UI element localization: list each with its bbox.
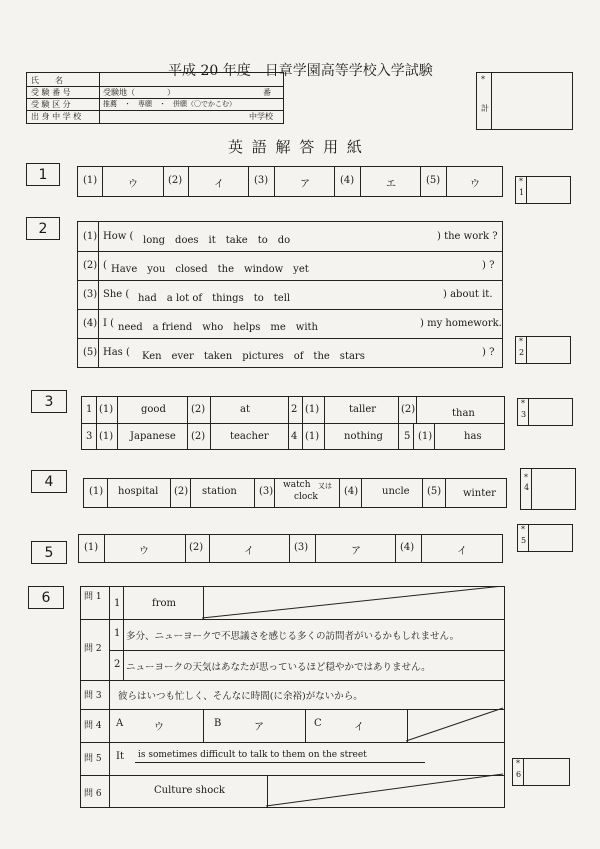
section-4-answers	[83, 478, 507, 508]
s1-label-3: (3)	[254, 175, 269, 186]
s1-label-4: (4)	[340, 175, 355, 186]
s4-label-2: (2)	[174, 486, 189, 497]
section-5-number: 5	[31, 541, 67, 564]
sheet-subtitle: 英 語 解 答 用 紙	[228, 138, 364, 156]
s6-q5-prefix: It	[116, 751, 124, 762]
s5-label-2: (2)	[189, 542, 204, 553]
section-6-number: 6	[28, 586, 64, 609]
s6-q4-b: B	[214, 718, 222, 729]
s4-answer-4: uncle	[382, 486, 410, 497]
s6-q6-answer: Culture shock	[154, 785, 225, 796]
s4-answer-5: winter	[463, 488, 496, 499]
s5-answer-2: イ	[244, 546, 254, 557]
s1-answer-3: ア	[300, 179, 310, 190]
s6-q3-label: 問 3	[84, 691, 102, 701]
s6-q5-answer: is sometimes difficult to talk to them on the street	[138, 750, 367, 760]
s4-label-3: (3)	[259, 486, 274, 497]
s4-label-1: (1)	[89, 486, 104, 497]
section-3-number: 3	[31, 390, 67, 413]
s6-q1-sub: 1	[114, 598, 121, 609]
s1-label-1: (1)	[83, 175, 98, 186]
section-1-score-box: * 1	[515, 176, 571, 204]
s4-answer-3-alt: 又は	[318, 482, 332, 490]
s6-q1-label: 問 1	[84, 592, 102, 602]
s6-q2-label: 問 2	[84, 644, 102, 654]
s6-q4-c: C	[314, 718, 322, 729]
s6-q6-label: 問 6	[84, 789, 102, 799]
s6-q4-b-answer: ア	[254, 722, 264, 733]
school-suffix: 中学校	[249, 112, 273, 121]
exam-place: 受験地（ ）	[103, 88, 175, 97]
school-label: 出 身 中 学 校	[31, 112, 82, 121]
s4-label-4: (4)	[344, 486, 359, 497]
section-1-answers	[77, 166, 503, 197]
category-label: 受 験 区 分	[31, 100, 71, 109]
s4-answer-2: station	[202, 486, 237, 497]
s1-answer-2: イ	[214, 179, 224, 190]
exam-ban: 番	[263, 88, 271, 97]
s6-q1-answer: from	[152, 598, 176, 609]
s6-q2-answer2: ニューヨークの天気はあなたが思っているほど穏やかではありません。	[126, 662, 431, 673]
s6-q2-sub2: 2	[114, 659, 121, 670]
name-label: 氏 名	[31, 76, 63, 85]
s5-label-3: (3)	[294, 542, 309, 553]
s6-q4-a: A	[116, 718, 124, 729]
exam-number-label: 受 験 番 号	[31, 88, 71, 97]
s6-q4-a-answer: ウ	[154, 722, 164, 733]
s1-label-5: (5)	[426, 175, 441, 186]
s1-answer-5: ウ	[470, 179, 480, 190]
section-1-number: 1	[26, 163, 60, 186]
total-score-box	[476, 72, 573, 130]
section-3-score-box: * 3	[517, 398, 573, 426]
s5-answer-3: ア	[351, 546, 361, 557]
s6-q2-sub1: 1	[114, 628, 121, 639]
s5-answer-4: イ	[457, 546, 467, 557]
s6-q4-label: 問 4	[84, 721, 102, 731]
s6-q3-answer: 彼らはいつも忙しく、そんなに時間(に余裕)がないから。	[118, 691, 363, 702]
category-options: 推薦 ・ 専願 ・ 併願（〇でかこむ）	[103, 100, 236, 108]
s6-q2-answer1: 多分、ニューヨークで不思議さを感じる多くの訪問者がいるかもしれません。	[126, 631, 460, 642]
page-title: 平成 20 年度 日章学園高等学校入学試験	[168, 63, 433, 79]
s4-answer-3b: clock	[294, 492, 318, 502]
s1-answer-1: ウ	[128, 179, 138, 190]
s6-q5-label: 問 5	[84, 754, 102, 764]
s4-answer-3a: watch	[283, 480, 311, 490]
s6-q4-c-answer: イ	[354, 722, 364, 733]
s4-label-5: (5)	[427, 486, 442, 497]
s4-answer-1: hospital	[118, 486, 159, 497]
section-4-number: 4	[31, 470, 67, 493]
s5-label-1: (1)	[84, 542, 99, 553]
s1-answer-4: エ	[386, 179, 396, 190]
s5-answer-1: ウ	[139, 546, 149, 557]
section-5-score-box: * 5	[517, 524, 573, 552]
total-label: 計	[481, 104, 489, 113]
section-2-score-box: * 2	[515, 336, 571, 364]
section-2-number: 2	[26, 217, 60, 240]
section-4-score-box: * 4	[520, 468, 576, 510]
s1-label-2: (2)	[168, 175, 183, 186]
section-6-score-box: * 6	[512, 758, 570, 786]
info-table	[26, 72, 284, 124]
total-star: *	[481, 75, 485, 84]
s5-label-4: (4)	[400, 542, 415, 553]
section-5-answers	[78, 534, 503, 563]
